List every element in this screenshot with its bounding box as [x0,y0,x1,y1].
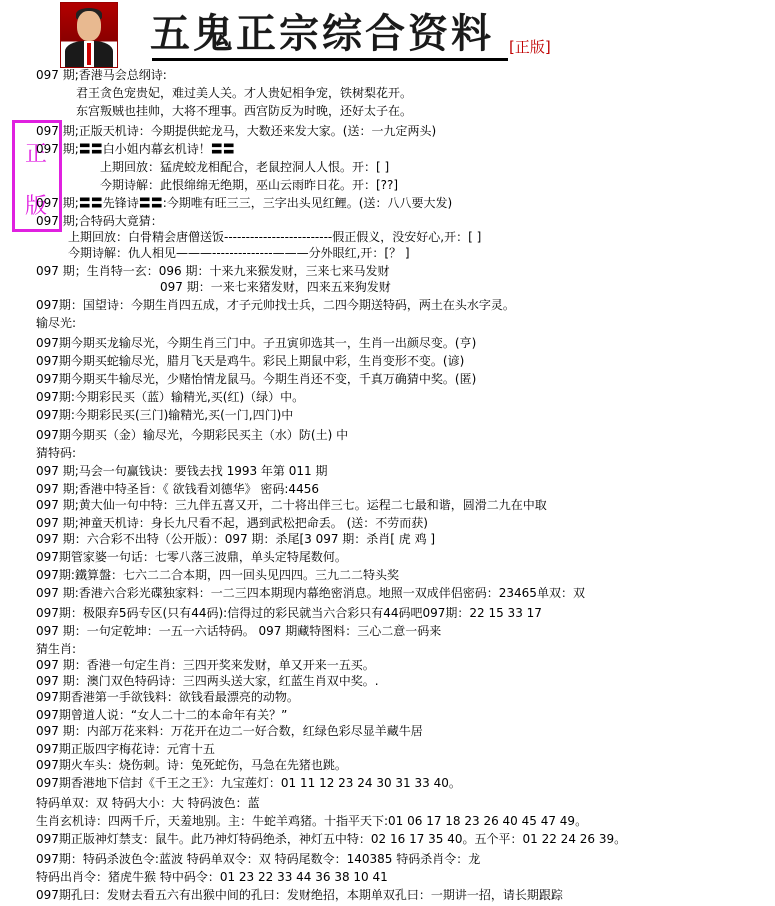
text-line: 097 期;合特码大竟猜： [36,214,163,228]
text-line: 097 期:香港六合彩光碟独家料：一二三四本期现内幕绝密消息。地照一双成伴侣密码：23465单双：双 [36,586,585,600]
stamp-char-1: 正 [25,142,48,167]
text-line: 097 期：内部万花来料：万花开在边二一好合数，红绿色彩尽显羊藏牛居 [36,724,423,738]
text-line: 097期曾道人说：“女人二十二的本命年有关？” [36,708,288,722]
text-line: 上期回放：白骨精会唐僧送饭-------------------------假正假义，没安好心,开：[ ] [68,230,482,244]
text-line: 生肖玄机诗：四两千斤，天羞地别。主：牛蛇羊鸡猪。十指平天下:01 06 17 18 23 26 40 45 47 49。 [36,814,588,828]
avatar-face [77,11,101,41]
text-line: 097 期;香港中特圣旨：《 欲钱看刘德华》 密码:4456 [36,482,319,496]
text-line: 097期：特码杀波色令:蓝波 特码单双令：双 特码尾数令：140385 特码杀肖令：龙 [36,852,481,866]
text-line: 097 期：香港一句定生肖：三四开奖来发财，单又开来一五买。 [36,658,375,672]
text-line: 097期正版神灯禁支：鼠牛。此乃神灯特码绝杀，神灯五中特：02 16 17 35 40。五个平：01 22 24 26 39。 [36,832,627,846]
text-line: 097 期;神童天机诗：身长九尺看不起，遇到武松把命丢。 (送：不劳而获) [36,516,428,530]
text-line: 097 期;黄大仙一句中特：三九伴五喜又开，二十将出伴三七。运程二七最和谐，圆滑二九在中取 [36,498,547,512]
text-line: 东宫叛贼也挂帅，大将不理事。西宫防反为时晚，还好太子在。 [76,104,413,118]
text-line: 097期火车头：烧伤刺。诗：兔死蛇伤，马急在先猪也跳。 [36,758,347,772]
edition-badge: [正版] [509,38,551,56]
text-line: 097 期；生肖特一玄：096 期：十来九来猴发财，三来七来马发财 [36,264,390,278]
text-line: 猜生肖: [36,642,77,656]
text-line: 君王贪色宠贵妃，难过美人关。才人贵妃相争宠，铁树梨花开。 [76,86,413,100]
title-underline [152,58,508,61]
text-line: 097期:鐵算盤：七六二二合本期，四一回头见四四。三九二二特头奖 [36,568,399,582]
text-line: 097期管家婆一句话：七零八落三波鼎，单头定特尾数何。 [36,550,347,564]
text-line: 097期：国望诗：今期生肖四五成，才子元帅找士兵，二四今期送特码，两土在头水字灵。 [36,298,515,312]
stamp-char-2: 版 [25,194,48,219]
text-line: 097 期;〓〓白小姐内幕玄机诗！〓〓 [36,142,235,156]
text-line: 特码出肖令：猪虎牛猴 特中码令：01 23 22 33 44 36 38 10 41 [36,870,388,884]
avatar-tie [87,43,91,65]
text-line: 097期今期买龙输尽光，今期生肖三门中。子丑寅卯选其一，生肖一出颜尽变。(亨) [36,336,477,350]
text-line: 097期今期买牛输尽光，少赌怡情龙鼠马。今期生肖还不变，千真万确猜中奖。(匿) [36,372,477,386]
text-line: 097期香港第一手欲钱料：欲钱看最漂亮的动物。 [36,690,299,704]
text-line: 097期今期买蛇输尽光，腊月飞天是鸡牛。彩民上期鼠中彩，生肖变形不变。(谚) [36,354,465,368]
text-line: 上期回放：猛虎蛟龙相配合，老鼠控洞人人恨。开：[ ] [100,160,390,174]
page-title: 五鬼正宗综合资料 [150,10,494,57]
text-line: 097 期：一句定乾坤：一五一六话特码。 097 期藏特图料：三心二意一码来 [36,624,442,638]
avatar [60,2,118,68]
text-line: 097期正版四字梅花诗：元宵十五 [36,742,215,756]
text-line: 今期诗解：仇人相见———--------------———分外眼红,开：[？ ] [68,246,410,260]
text-line: 097期:今期彩民买(三门)输精光,买(一门,四门)中 [36,408,294,422]
text-line: 097 期;马会一句赢钱诀：要钱去找 1993 年第 011 期 [36,464,328,478]
text-line: 097 期;〓〓先锋诗〓〓:今期唯有旺三三，三字出头见红鲤。(送：八八要大发) [36,196,453,210]
text-line: 097期香港地下信封《千王之王》：九宝莲灯：01 11 12 23 24 30 31 33 40。 [36,776,461,790]
text-line: 097期今期买（金）输尽光，今期彩民买主（水）防(土) 中 [36,428,349,442]
text-line: 097期:今期彩民买（蓝）输精光,买(红)（绿）中。 [36,390,305,404]
text-line: 特码单双：双 特码大小：大 特码波色：蓝 [36,796,260,810]
text-line: 097 期：六合彩不出特（公开版）：097 期：杀尾[3 097 期：杀肖[ 虎 鸡 ] [36,532,436,546]
text-line: 097期孔曰：发财去看五六有出猴中间的孔曰：发财绝招，本期单双孔曰：一期讲一招，请长期跟踪 [36,888,563,902]
text-line: 097 期;正版天机诗：今期提供蛇龙马，大数还来发大家。(送：一九定两头) [36,124,437,138]
text-line: 097 期：澳门双色特码诗：三四两头送大家，红蓝生肖双中奖。. [36,674,379,688]
text-line: 097 期;香港马会总纲诗: [36,68,167,82]
text-line: 今期诗解：此恨绵绵无绝期，巫山云雨昨日花。开：[??] [100,178,399,192]
text-line: 猜特码: [36,446,77,460]
text-line: 097 期：一来七来猪发财，四来五来狗发财 [160,280,391,294]
text-line: 输尽光: [36,316,77,330]
text-line: 097期：极限弃5码专区(只有44码):信得过的彩民就当六合彩只有44码吧097期：22 15 33 17 [36,606,542,620]
